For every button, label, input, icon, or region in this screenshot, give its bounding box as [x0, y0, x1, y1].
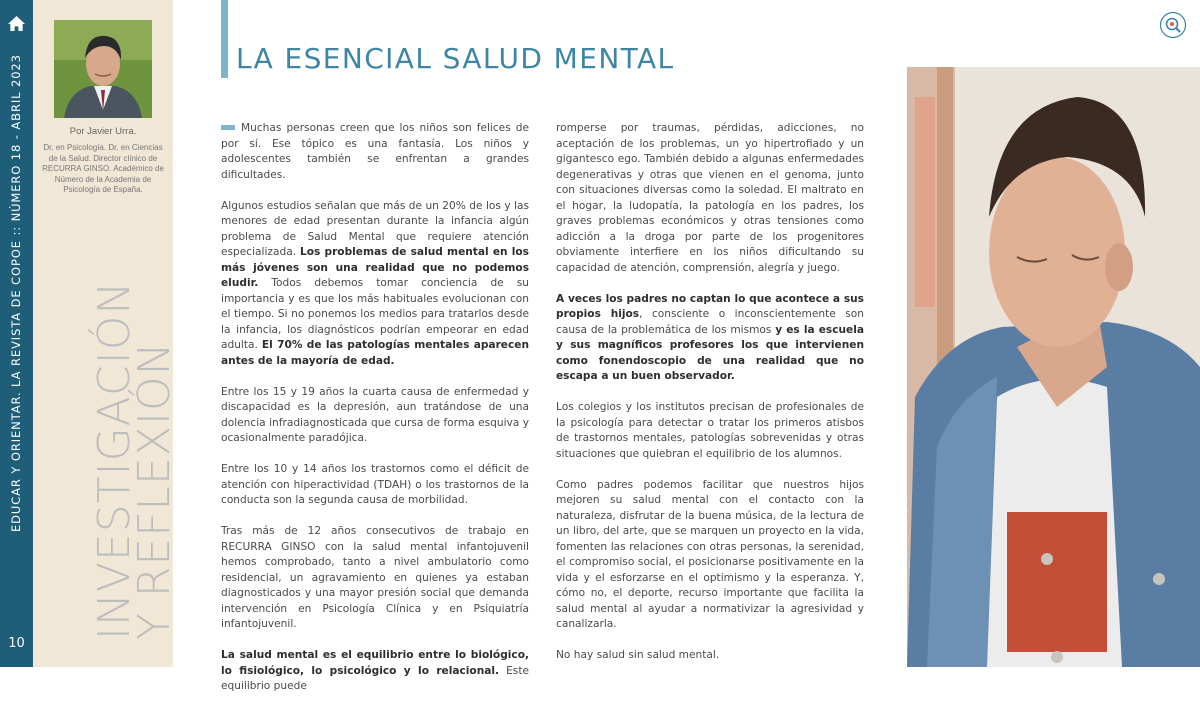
section-label-line1: INVESTIGACIÓN — [89, 280, 140, 640]
paragraph: Como padres podemos facilitar que nuestros hijos mejoren su salud mental con el contacto con la naturaleza, disfrutar de la buena música, de la lectura de un libro, del arte, que se marquen un proyecto en la vida, fomenten las relaciones con otras personas, la serenidad, el compromiso social, el posicionarse positivamente en la vida y el esforzarse en el optimismo y la esperanza. Y, cómo no, el deporte, recurso importante que facilita la salud mental al ayudar a normativizar la agresividad y canalizarla. — [556, 478, 864, 630]
paragraph — [221, 199, 529, 370]
paragraph — [556, 292, 864, 385]
paragraph: Entre los 10 y 14 años los trastornos como el déficit de atención con hiperactividad (TDAH) o los trastornos de la conducta son la segunda causa de morbilidad. — [221, 463, 529, 506]
left-sidebar-strip — [0, 0, 33, 667]
article-title: LA ESENCIAL SALUD MENTAL — [236, 42, 675, 75]
paragraph-text: Algunos estudios señalan que más de un 20% de los y las menores de edad presentan durante la infancia algún problema de Salud Mental que requiere atención especializada. — [221, 199, 529, 258]
title-accent-bar — [221, 0, 228, 78]
author-avatar — [54, 20, 152, 118]
section-label — [89, 280, 180, 640]
article-column-2 — [556, 121, 864, 679]
magazine-issue-line: EDUCAR Y ORIENTAR. LA REVISTA DE COPOE :: NÚMERO 18 - ABRIL 2023 — [9, 54, 23, 532]
paragraph: Los colegios y los institutos precisan de profesionales de la psicología para detectar o tratar los primeros atisbos de trastornos mentales, patologías sobrevenidas y otras situaciones que quiebran el equilibrio de los alumnos. — [556, 401, 864, 460]
highlight-text: El 70% de las patologías mentales aparecen antes de la mayoría de edad. — [221, 339, 529, 367]
paragraph: romperse por traumas, pérdidas, adicciones, no aceptación de los problemas, un yo hipertrofiado y un gigantesco ego. También debido a algunas enfermedades degenerativas y otras que vienen en el genoma, junto con situaciones diversas como la soledad. El maltrato en el hogar, la ludopatía, la patología en los padres, los graves problemas económicos y otras tensiones como adicción a la droga por parte de los progenitores obviamente interfiere en los niños dificultando su capacidad de atención, comprensión, alegría y juego. — [556, 122, 864, 274]
article-photo — [907, 67, 1200, 667]
article-column-1 — [221, 121, 529, 710]
paragraph-text: , consciente o inconscientemente son causa de la problemática de los mismos — [556, 308, 864, 336]
author-panel — [33, 0, 180, 667]
highlight-text: Los problemas de salud mental en los más jóvenes son una realidad que no podemos eludir. — [221, 246, 529, 289]
paragraph — [221, 648, 529, 695]
paragraph-text: Muchas personas creen que los niños son felices de por sí. Ese tópico es una fantasía. Los niños y adolescentes también se enfrentan a grandes dificultades. — [221, 122, 529, 181]
highlight-text: A veces los padres no captan lo que acontece a sus propios hijos — [556, 292, 864, 320]
highlight-text: y es la escuela y sus magníficos profesores los que intervienen como fonendoscopio de una realidad que no escapa a un buen observador. — [556, 323, 864, 382]
home-icon[interactable] — [7, 15, 26, 32]
author-bio: Dr. en Psicología. Dr. en Ciencias de la Salud. Director clínico de RECURRA GINSO. Académico de Número de la Academia de Psicología de España. — [42, 143, 164, 194]
author-byline: Por Javier Urra. — [69, 126, 137, 137]
search-zoom-icon[interactable] — [1159, 11, 1187, 39]
paragraph-text: Todos debemos tomar conciencia de su importancia y es que los más habituales evolucionan con el tiempo. Si no ponemos los medios para tratarlos desde la infancia, los diagnósticos podrían empeorar en edad adulta. — [221, 277, 529, 351]
highlight-text: La salud mental es el equilibrio entre lo biológico, lo fisiológico, lo psicológico y lo relacional. — [221, 649, 529, 677]
section-label-line2: Y REFLEXIÓN — [129, 341, 180, 640]
page-number: 10 — [8, 636, 25, 651]
paragraph-text: Este equilibrio puede — [221, 664, 529, 692]
paragraph: Tras más de 12 años consecutivos de trabajo en RECURRA GINSO con la salud mental infantojuvenil hemos comprobado, tanto a nivel ambulatorio como residencial, un agravamiento en quienes ya estaban diagnosticados y una mayor presión social que demanda intervención en Psicología Clínica y en Psiquiatría infantojuvenil. — [221, 525, 529, 630]
paragraph: Entre los 15 y 19 años la cuarta causa de enfermedad y discapacidad es la depresión, aun tratándose de una dolencia infradiagnosticada que cursa de forma esquiva y ocasionalmente paradójica. — [221, 385, 529, 444]
paragraph — [221, 121, 529, 183]
lead-marker — [221, 125, 235, 130]
paragraph: No hay salud sin salud mental. — [556, 649, 720, 661]
